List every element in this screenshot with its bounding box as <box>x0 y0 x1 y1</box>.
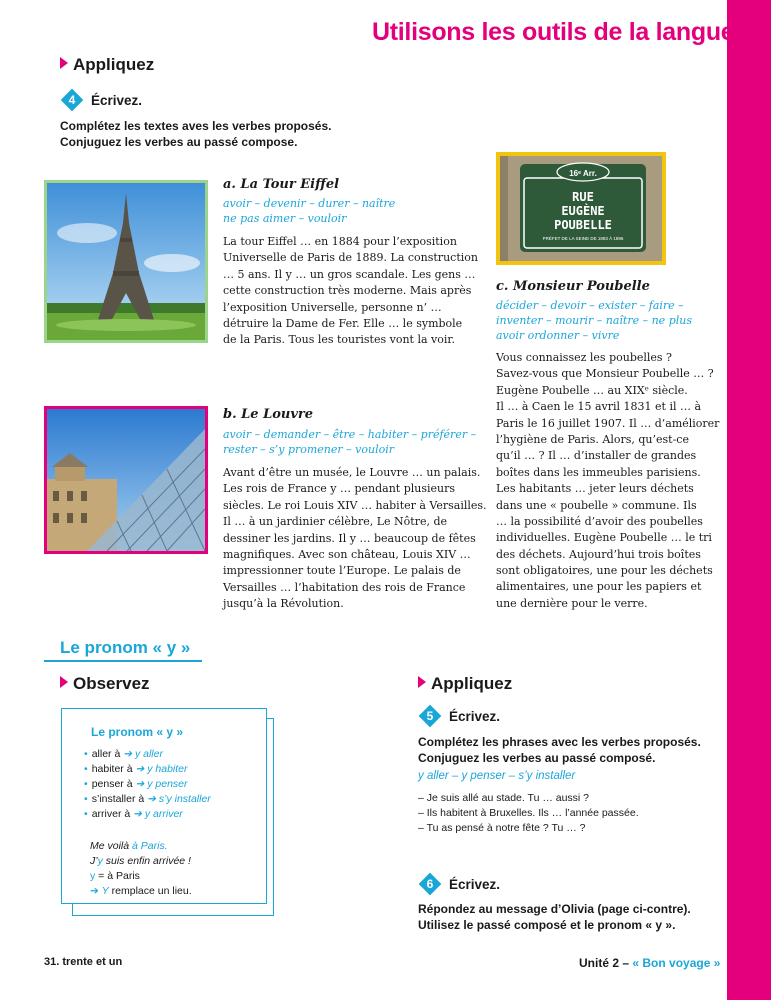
verb-line: avoir – devenir – durer – naître <box>223 197 396 210</box>
street-sign-photo <box>496 152 666 265</box>
exercise-number-diamond-icon <box>62 90 82 110</box>
exercise-number: 5 <box>426 709 434 723</box>
section-appliquez-label: Appliquez <box>73 55 155 74</box>
example-line: J’y suis enfin arrivée ! <box>90 855 191 867</box>
text-b-title: b. Le Louvre <box>223 407 314 422</box>
verb-line: ne pas aimer – vouloir <box>223 212 347 225</box>
text-line: individuelles. Eugène Poubelle … le tri <box>496 531 712 545</box>
text-line: Paris le 16 juillet 1907. Il … d’améliorer <box>496 416 720 430</box>
text-line: … 5 ans. Il y … un gros scandale. Les gens … <box>223 267 476 281</box>
list-verb: penser à <box>91 778 133 790</box>
text-line: Universelle de Paris de 1889. La construction <box>223 251 478 265</box>
text-line: de la Paris. Tous les touristes vont la voir. <box>223 333 455 347</box>
text-line: Avant d’être un musée, le Louvre … un palais. <box>223 466 481 479</box>
example-line: ➔ Y remplace un lieu. <box>90 885 192 897</box>
list-result: s’y installer <box>158 793 211 805</box>
list-item: • aller à ➔ y aller <box>84 748 163 760</box>
text-line: cette construction très moderne. Mais après <box>223 284 472 298</box>
section-observez-label: Observez <box>73 674 150 693</box>
unit-title: « Bon voyage » <box>632 956 721 970</box>
text-c-verbs <box>496 298 692 343</box>
sentence-line: – Je suis allé au stade. Tu … aussi ? <box>418 792 590 804</box>
text-line: l’exposition Universelle, personne n’ … <box>223 300 442 314</box>
exercise-number-diamond-icon <box>420 706 440 726</box>
instruction-line: Répondez au message d’Olivia (page ci-contre). <box>418 902 691 916</box>
text-line: magnifiques. Avec son château, Louis XIV … <box>223 547 471 561</box>
verb-line: rester – s’y promener – vouloir <box>223 443 394 456</box>
sign-text <box>520 190 646 232</box>
text-line: Eugène Poubelle … au XIXᵉ siècle. <box>496 383 688 397</box>
verb-line: avoir – demander – être – habiter – préférer – <box>223 428 477 441</box>
sign-line: EUGÈNE <box>561 204 605 218</box>
exercise-label: Écrivez. <box>449 708 501 724</box>
list-result: y aller <box>134 748 163 760</box>
exercise-label: Écrivez. <box>91 92 143 108</box>
text-line: Savez-vous que Monsieur Poubelle … ? <box>496 367 714 381</box>
text-line: impressionner toute l’Europe. Le palais de <box>223 564 461 578</box>
text-line: boîtes dans les immeubles parisiens. <box>496 465 701 479</box>
list-item: • s’installer à ➔ s’y installer <box>84 793 211 805</box>
text-line: siècles. Le roi Louis XIV … habiter à Versailles. <box>223 498 487 512</box>
list-verb: aller à <box>91 748 121 760</box>
text-line: Il … à Caen le 15 avril 1831 et il … à <box>496 400 702 414</box>
pink-side-bar <box>727 0 771 1000</box>
text-line: Les rois de France y … pendant plusieurs <box>223 482 455 496</box>
exercise-5-header <box>420 706 500 726</box>
sign-line: POUBELLE <box>554 218 612 232</box>
arrow-icon: ➔ <box>147 793 156 805</box>
page-title: Utilisons les outils de la langue <box>372 18 735 46</box>
exercise-4-header <box>62 90 142 110</box>
section-appliquez-2 <box>418 674 512 694</box>
text-line: l’hygiène de Paris. Alors, qu’est-ce <box>496 432 689 446</box>
list-item: • arriver à ➔ y arriver <box>84 808 183 820</box>
exercise-number-diamond-icon <box>420 874 440 894</box>
unit-footer <box>579 956 720 970</box>
list-result: y penser <box>147 778 188 790</box>
text-b-body <box>223 465 487 613</box>
list-item: • habiter à ➔ y habiter <box>84 763 188 775</box>
text-line: Il … à un jardinier célèbre, Le Nôtre, de <box>223 515 448 529</box>
list-item: • penser à ➔ y penser <box>84 778 188 790</box>
triangle-icon <box>418 676 426 688</box>
exercise-5-verbs: y aller – y penser – s’y installer <box>418 770 576 782</box>
text-line: dans une « poubelle » commune. Ils <box>496 498 697 512</box>
text-a-title: a. La Tour Eiffel <box>223 177 340 192</box>
text-line: alimentaires, une pour les papiers et <box>496 580 702 594</box>
text-line: détruire la Dame de Fer. Elle … le symbole <box>223 316 463 330</box>
instruction-line: Conjuguez les verbes au passé compose. <box>60 135 298 149</box>
text-a-verbs <box>223 196 395 226</box>
arrow-icon: ➔ <box>133 808 142 820</box>
section-appliquez <box>60 55 154 75</box>
grammar-box-list <box>84 747 211 822</box>
text-c-body <box>496 350 719 612</box>
exercise-5-sentences <box>418 791 639 836</box>
text-b-verbs <box>223 427 476 457</box>
section-appliquez-label: Appliquez <box>431 674 513 693</box>
grammar-box-example <box>90 839 192 899</box>
text-line: des déchets. Aujourd’hui trois boîtes <box>496 547 701 561</box>
sentence-line: – Ils habitent à Bruxelles. Ils … l’année passée. <box>418 807 639 819</box>
grammar-box-title: Le pronom « y » <box>91 725 184 739</box>
exercise-6-header <box>420 874 500 894</box>
text-line: Versailles … l’habitation des rois de France <box>223 580 466 594</box>
sentence-line: – Tu as pensé à notre fête ? Tu … ? <box>418 822 586 834</box>
list-verb: s’installer à <box>91 793 145 805</box>
louvre-photo <box>44 406 208 554</box>
verb-line: décider – devoir – exister – faire – <box>496 299 684 312</box>
triangle-icon <box>60 57 68 69</box>
arrow-icon: ➔ <box>135 763 145 775</box>
sign-line: RUE <box>572 190 594 204</box>
text-line: La tour Eiffel … en 1884 pour l’exposition <box>223 235 457 248</box>
exercise-number: 4 <box>68 93 76 107</box>
verb-line: inventer – mourir – naître – ne plus <box>496 314 692 327</box>
text-line: une dernière pour le verre. <box>496 596 648 610</box>
exercise-number: 6 <box>426 877 434 891</box>
text-line: qu’il … ? Il … d’installer de grandes <box>496 449 697 463</box>
instruction-line: Complétez les phrases avec les verbes proposés. <box>418 735 701 749</box>
grammar-box <box>61 708 267 904</box>
section-underline <box>44 660 202 662</box>
eiffel-tower-photo <box>44 180 208 343</box>
instruction-line: Conjuguez les verbes au passé composé. <box>418 751 656 765</box>
pronom-section-title: Le pronom « y » <box>60 638 191 657</box>
list-verb: habiter à <box>91 763 133 775</box>
sign-caption: PRÉFET DE LA SEINE DE 1883 À 1896 <box>542 236 624 241</box>
sign-arrondissement: 16ᵉ Arr. <box>569 169 597 178</box>
unit-label: Unité 2 – <box>579 956 633 970</box>
text-line: sont obligatoires, une pour les déchets <box>496 564 713 578</box>
page-number: 31. trente et un <box>44 956 123 968</box>
list-result: y arriver <box>144 808 183 820</box>
example-line: y = à Paris <box>90 870 140 882</box>
example-line: Me voilà à Paris. <box>90 840 168 852</box>
instruction-line: Complétez les textes aves les verbes proposés. <box>60 119 332 133</box>
text-line: … la possibilité d’avoir des poubelles <box>496 514 703 528</box>
arrow-icon: ➔ <box>123 748 133 760</box>
verb-line: avoir ordonner – vivre <box>496 329 620 342</box>
text-line: dessiner les jardins. Il y … beaucoup de fêtes <box>223 531 476 545</box>
text-a-body <box>223 234 478 349</box>
section-observez <box>60 674 150 694</box>
text-c-title: c. Monsieur Poubelle <box>496 279 650 294</box>
arrow-icon: ➔ <box>135 778 145 790</box>
exercise-5-instructions <box>418 734 701 766</box>
instruction-line: Utilisez le passé composé et le pronom « y ». <box>418 918 676 932</box>
exercise-6-instructions <box>418 901 691 933</box>
triangle-icon <box>60 676 68 688</box>
list-result: y habiter <box>147 763 188 775</box>
list-verb: arriver à <box>91 808 131 820</box>
text-line: Vous connaissez les poubelles ? <box>496 351 672 364</box>
exercise-4-instructions <box>60 118 331 150</box>
exercise-label: Écrivez. <box>449 876 501 892</box>
text-line: Les habitants … jeter leurs déchets <box>496 482 694 496</box>
text-line: jusqu’à la Révolution. <box>223 597 344 611</box>
